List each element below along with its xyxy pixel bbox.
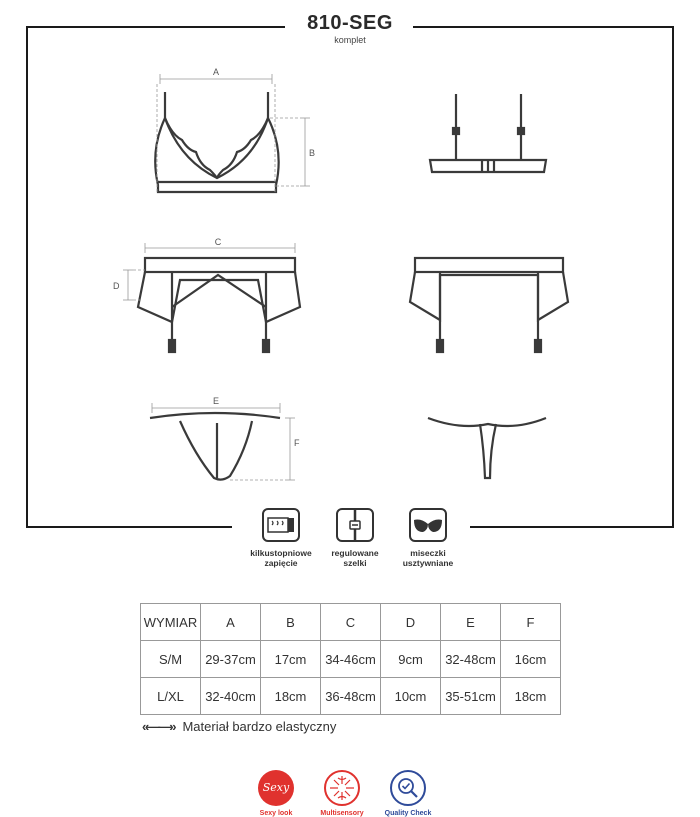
table-cell: S/M xyxy=(141,641,201,678)
table-header-cell: E xyxy=(441,604,501,641)
feature-label-line2: usztywniane xyxy=(402,558,454,568)
dimension-label-f: F xyxy=(294,438,300,448)
bra-back-drawing xyxy=(430,94,546,172)
quality-check-badge-icon xyxy=(390,770,426,806)
table-row xyxy=(141,678,561,715)
hook-eye-closure-icon xyxy=(262,508,300,542)
table-cell: 32-40cm xyxy=(201,678,261,715)
frame-border xyxy=(27,27,673,527)
multisensory-badge-icon xyxy=(324,770,360,806)
garter-belt-back-drawing xyxy=(410,258,568,352)
table-header-row xyxy=(141,604,561,641)
size-table xyxy=(140,603,561,715)
table-cell: 35-51cm xyxy=(441,678,501,715)
table-cell: 9cm xyxy=(381,641,441,678)
feature-padded-cups xyxy=(383,508,473,568)
dimension-b xyxy=(270,118,310,186)
thong-back-drawing xyxy=(428,418,546,478)
dimension-label-c: C xyxy=(214,237,222,247)
table-cell: 36-48cm xyxy=(321,678,381,715)
table-cell: 18cm xyxy=(501,678,561,715)
dimension-label-b: B xyxy=(309,148,316,158)
sexy-look-badge-icon: Sexy xyxy=(258,770,294,806)
material-note-text: Materiał bardzo elastyczny xyxy=(182,719,337,734)
table-header-cell: D xyxy=(381,604,441,641)
table-cell: 32-48cm xyxy=(441,641,501,678)
badge-label: Sexy look xyxy=(259,810,293,817)
stretch-arrow-icon: «——» xyxy=(142,719,175,734)
table-row xyxy=(141,641,561,678)
table-cell: L/XL xyxy=(141,678,201,715)
dimension-f xyxy=(230,418,295,480)
product-title-block xyxy=(0,12,700,45)
dimension-label-e: E xyxy=(212,396,220,406)
feature-label-line1: kilkustopniowe xyxy=(250,548,312,558)
thong-front-drawing xyxy=(150,413,280,480)
table-header-cell: A xyxy=(201,604,261,641)
table-header-cell: C xyxy=(321,604,381,641)
garter-belt-front-drawing xyxy=(138,258,300,352)
table-cell: 10cm xyxy=(381,678,441,715)
product-code: 810-SEG xyxy=(307,12,393,34)
table-cell: 18cm xyxy=(261,678,321,715)
bra-front-drawing xyxy=(155,92,278,192)
table-header-cell: WYMIAR xyxy=(141,604,201,641)
padded-cups-icon xyxy=(409,508,447,542)
product-subtitle: komplet xyxy=(334,35,366,45)
material-note xyxy=(142,719,336,734)
feature-label-line2: szelki xyxy=(343,558,367,568)
feature-label-line1: miseczki xyxy=(410,548,446,558)
badge-label: Quality Check xyxy=(384,810,432,817)
table-header-cell: F xyxy=(501,604,561,641)
dimension-label-d: D xyxy=(113,281,120,291)
badge-label: Multisensory xyxy=(320,810,364,817)
dimension-label-a: A xyxy=(212,67,220,77)
table-cell: 16cm xyxy=(501,641,561,678)
table-cell: 17cm xyxy=(261,641,321,678)
table-cell: 29-37cm xyxy=(201,641,261,678)
feature-label-line2: zapięcie xyxy=(264,558,298,568)
table-cell: 34-46cm xyxy=(321,641,381,678)
adjustable-strap-icon xyxy=(336,508,374,542)
feature-label-line1: regulowane xyxy=(331,548,379,558)
table-header-cell: B xyxy=(261,604,321,641)
